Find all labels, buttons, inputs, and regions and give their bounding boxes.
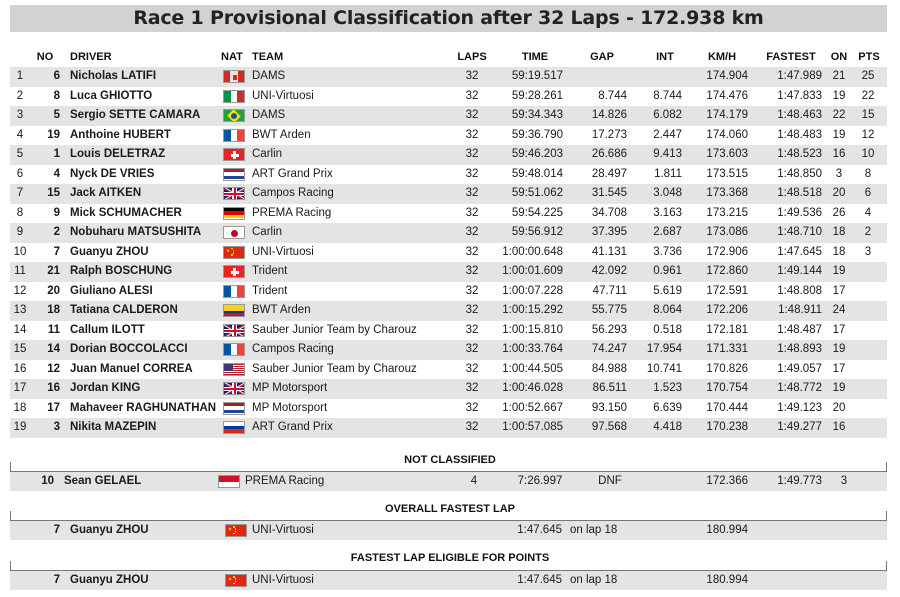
cell-laps: 32 xyxy=(465,109,479,121)
cell-no: 1 xyxy=(53,148,60,160)
flag-icon xyxy=(225,574,247,587)
cell-laps: 32 xyxy=(465,226,479,238)
cell-int: 3.736 xyxy=(653,245,682,258)
cell-fastest: 1:48.808 xyxy=(777,284,822,297)
cell-no: 11 xyxy=(47,323,60,336)
cell-fastest: 1:48.463 xyxy=(777,109,822,121)
cell-kmh: 170.444 xyxy=(706,401,748,414)
cell-on: 24 xyxy=(832,304,846,316)
cell-kmh: 172.206 xyxy=(706,304,748,316)
cell-int: 8.744 xyxy=(653,89,682,102)
cell-on: 3 xyxy=(835,167,843,180)
cell-kmh: 172.860 xyxy=(706,265,748,277)
cell-driver: Jack AITKEN xyxy=(70,187,142,199)
cell-on: 17 xyxy=(832,323,846,336)
cell-team: UNI-Virtuosi xyxy=(252,245,314,258)
header-gap: GAP xyxy=(590,51,614,63)
cell-kmh: 172.366 xyxy=(706,475,748,487)
cell-driver: Dorian BOCCOLACCI xyxy=(70,343,188,355)
cell-gap: 42.092 xyxy=(591,265,627,277)
cell-team: UNI-Virtuosi xyxy=(252,89,314,102)
cell-lap: on lap 18 xyxy=(570,524,618,536)
header-pts: PTS xyxy=(858,51,880,63)
cell-fastest: 1:49.123 xyxy=(777,401,822,414)
cell-team: ART Grand Prix xyxy=(252,421,333,433)
cell-no: 2 xyxy=(53,226,60,238)
cell-no: 21 xyxy=(47,265,60,277)
cell-on: 20 xyxy=(832,401,846,414)
cell-team: DAMS xyxy=(252,109,286,121)
cell-time: 1:00:44.505 xyxy=(502,362,563,375)
cell-gap: 47.711 xyxy=(592,284,627,297)
cell-pos: 14 xyxy=(13,323,27,336)
cell-team: BWT Arden xyxy=(252,304,311,316)
header-driver: DRIVER xyxy=(70,51,112,63)
cell-time: 1:47.645 xyxy=(517,524,562,536)
points-fastest-title: FASTEST LAP ELIGIBLE FOR POINTS xyxy=(350,552,550,564)
cell-kmh: 174.476 xyxy=(706,89,748,102)
cell-on: 22 xyxy=(832,109,846,121)
cell-team: Trident xyxy=(252,265,288,277)
cell-driver: Nicholas LATIFI xyxy=(70,70,157,82)
cell-pos: 5 xyxy=(16,148,24,160)
flag-icon xyxy=(223,187,245,200)
cell-driver: Ralph BOSCHUNG xyxy=(70,265,173,277)
flag-icon xyxy=(223,109,245,122)
cell-laps: 32 xyxy=(465,323,479,336)
flag-icon xyxy=(223,285,245,298)
flag-icon xyxy=(223,265,245,278)
cell-no: 5 xyxy=(53,109,60,121)
cell-fastest: 1:48.487 xyxy=(777,323,822,336)
cell-kmh: 174.904 xyxy=(706,70,748,82)
cell-no: 8 xyxy=(53,89,60,102)
cell-kmh: 173.515 xyxy=(706,167,748,180)
cell-no: 12 xyxy=(47,362,60,375)
flag-icon xyxy=(223,168,245,181)
cell-fastest: 1:48.710 xyxy=(777,226,822,238)
cell-kmh: 172.181 xyxy=(706,323,748,336)
cell-int: 6.082 xyxy=(653,109,682,121)
cell-pos: 10 xyxy=(13,245,27,258)
cell-no: 7 xyxy=(53,245,60,258)
cell-team: Carlin xyxy=(252,226,283,238)
cell-on: 18 xyxy=(832,245,846,258)
cell-driver: Nobuharu MATSUSHITA xyxy=(70,226,202,238)
cell-laps: 32 xyxy=(465,167,479,180)
cell-gap: 28.497 xyxy=(591,167,627,180)
cell-int: 0.961 xyxy=(653,265,682,277)
cell-pos: 19 xyxy=(13,421,27,433)
cell-no: 7 xyxy=(53,524,60,536)
cell-int: 0.518 xyxy=(653,323,682,336)
cell-kmh: 171.331 xyxy=(706,343,748,355)
cell-int: 9.413 xyxy=(653,148,682,160)
cell-no: 16 xyxy=(47,382,60,394)
cell-team: Campos Racing xyxy=(252,343,334,355)
cell-time: 59:46.203 xyxy=(511,148,563,160)
cell-laps: 32 xyxy=(465,245,479,258)
cell-on: 17 xyxy=(832,362,846,375)
cell-laps: 32 xyxy=(465,128,479,141)
cell-time: 59:28.261 xyxy=(511,89,563,102)
cell-laps: 32 xyxy=(465,148,479,160)
cell-fastest: 1:47.645 xyxy=(777,245,822,258)
cell-laps: 32 xyxy=(465,421,479,433)
cell-on: 17 xyxy=(832,284,846,297)
cell-pos: 12 xyxy=(13,284,27,297)
cell-kmh: 172.906 xyxy=(706,245,748,258)
cell-time: 59:48.014 xyxy=(511,167,563,180)
cell-time: 1:00:07.228 xyxy=(502,284,563,297)
cell-pts: 6 xyxy=(864,187,872,199)
cell-time: 59:54.225 xyxy=(511,206,563,219)
cell-team: DAMS xyxy=(252,70,286,82)
cell-pos: 7 xyxy=(16,187,24,199)
cell-gap: 93.150 xyxy=(591,401,627,414)
header-time: TIME xyxy=(521,51,549,63)
cell-no: 4 xyxy=(53,167,60,180)
cell-fastest: 1:47.833 xyxy=(777,89,822,102)
cell-pos: 3 xyxy=(16,109,24,121)
cell-kmh: 173.603 xyxy=(706,148,748,160)
flag-icon xyxy=(223,402,245,415)
cell-no: 18 xyxy=(47,304,60,316)
flag-icon xyxy=(223,324,245,337)
cell-gap: 84.988 xyxy=(591,362,627,375)
cell-on: 19 xyxy=(832,382,846,394)
cell-time: 59:56.912 xyxy=(511,226,563,238)
cell-lap: on lap 18 xyxy=(570,574,618,586)
flag-icon xyxy=(223,304,245,317)
cell-gap: 41.131 xyxy=(591,245,627,258)
cell-fastest: 1:49.057 xyxy=(777,362,822,375)
cell-time: 59:34.343 xyxy=(511,109,563,121)
cell-team: BWT Arden xyxy=(252,128,311,141)
cell-driver: Mahaveer RAGHUNATHAN xyxy=(70,401,217,414)
cell-pos: 16 xyxy=(13,362,27,375)
cell-laps: 32 xyxy=(465,401,479,414)
cell-gap: 55.775 xyxy=(591,304,627,316)
cell-gap: 74.247 xyxy=(591,343,627,355)
flag-icon xyxy=(225,524,247,537)
cell-driver: Sergio SETTE CAMARA xyxy=(70,109,201,121)
flag-icon xyxy=(218,475,240,488)
cell-pts: 8 xyxy=(864,167,872,180)
cell-laps: 32 xyxy=(465,70,479,82)
cell-int: 1.523 xyxy=(653,382,682,394)
cell-pos: 15 xyxy=(13,343,27,355)
cell-pos: 9 xyxy=(16,226,24,238)
header-kmh: KM/H xyxy=(707,51,737,63)
cell-laps: 32 xyxy=(465,265,479,277)
cell-int: 2.447 xyxy=(653,128,682,141)
flag-icon xyxy=(223,207,245,220)
cell-team: UNI-Virtuosi xyxy=(252,574,314,586)
cell-driver: Mick SCHUMACHER xyxy=(70,206,182,219)
cell-time: 59:36.790 xyxy=(511,128,563,141)
cell-time: 59:19.517 xyxy=(511,70,563,82)
cell-gap: 17.273 xyxy=(591,128,627,141)
cell-fastest: 1:47.989 xyxy=(777,70,822,82)
cell-no: 3 xyxy=(53,421,60,433)
cell-no: 6 xyxy=(53,70,60,82)
cell-laps: 32 xyxy=(465,382,479,394)
cell-fastest: 1:48.911 xyxy=(778,304,822,316)
header-nat: NAT xyxy=(221,51,243,63)
cell-time: 1:00:15.810 xyxy=(502,323,563,336)
cell-driver: Guanyu ZHOU xyxy=(70,574,149,586)
cell-team: ART Grand Prix xyxy=(252,167,333,180)
cell-laps: 32 xyxy=(465,89,479,102)
cell-driver: Anthoine HUBERT xyxy=(70,128,171,141)
cell-on: 16 xyxy=(832,148,846,160)
cell-pts: 22 xyxy=(861,89,875,102)
cell-int: 8.064 xyxy=(653,304,682,316)
cell-driver: Guanyu ZHOU xyxy=(70,245,149,258)
cell-gap: 37.395 xyxy=(591,226,627,238)
cell-kmh: 180.994 xyxy=(706,574,748,586)
cell-driver: Callum ILOTT xyxy=(70,323,145,336)
cell-laps: 4 xyxy=(470,475,478,487)
cell-driver: Nikita MAZEPIN xyxy=(70,421,157,433)
cell-team: MP Motorsport xyxy=(252,382,328,394)
cell-int: 10.741 xyxy=(646,362,682,375)
cell-fastest: 1:49.536 xyxy=(777,206,822,219)
cell-time: 1:00:46.028 xyxy=(502,382,563,394)
cell-fastest: 1:49.144 xyxy=(777,265,822,277)
cell-time: 1:00:52.667 xyxy=(502,401,563,414)
cell-pos: 6 xyxy=(16,167,24,180)
cell-time: 59:51.062 xyxy=(511,187,563,199)
cell-kmh: 173.086 xyxy=(706,226,748,238)
cell-no: 15 xyxy=(47,187,60,199)
cell-time: 1:00:15.292 xyxy=(502,304,563,316)
cell-gap: 86.511 xyxy=(592,382,627,394)
cell-driver: Luca GHIOTTO xyxy=(70,89,153,102)
page-title: Race 1 Provisional Classification after 32 Laps - 172.938 km xyxy=(10,5,887,32)
cell-fastest: 1:48.483 xyxy=(777,128,822,141)
cell-int: 1.811 xyxy=(654,167,682,180)
cell-time: 1:00:00.648 xyxy=(502,245,563,258)
cell-driver: Giuliano ALESI xyxy=(70,284,153,297)
cell-int: 3.163 xyxy=(653,206,682,219)
cell-gap: DNF xyxy=(598,475,622,487)
cell-gap: 97.568 xyxy=(591,421,627,433)
cell-kmh: 170.238 xyxy=(706,421,748,433)
cell-team: PREMA Racing xyxy=(245,475,325,487)
cell-int: 4.418 xyxy=(653,421,682,433)
cell-on: 3 xyxy=(840,475,848,487)
cell-kmh: 174.179 xyxy=(706,109,748,121)
cell-pos: 18 xyxy=(13,401,27,414)
header-laps: LAPS xyxy=(457,51,487,63)
cell-int: 3.048 xyxy=(653,187,682,199)
flag-icon xyxy=(223,129,245,142)
cell-time: 1:47.645 xyxy=(517,574,562,586)
cell-team: Carlin xyxy=(252,148,283,160)
cell-fastest: 1:48.523 xyxy=(777,148,822,160)
cell-laps: 32 xyxy=(465,304,479,316)
cell-pos: 2 xyxy=(16,89,24,102)
cell-on: 19 xyxy=(832,128,846,141)
cell-pts: 15 xyxy=(861,109,875,121)
cell-int: 5.619 xyxy=(653,284,682,297)
cell-no: 7 xyxy=(53,574,60,586)
cell-fastest: 1:49.277 xyxy=(777,421,822,433)
cell-driver: Tatiana CALDERON xyxy=(70,304,178,316)
cell-no: 9 xyxy=(53,206,60,219)
cell-on: 20 xyxy=(832,187,846,199)
cell-gap: 34.708 xyxy=(591,206,627,219)
cell-kmh: 180.994 xyxy=(706,524,748,536)
cell-on: 19 xyxy=(832,265,846,277)
header-fastest: FASTEST xyxy=(766,51,816,63)
cell-pts: 4 xyxy=(864,206,872,219)
cell-team: UNI-Virtuosi xyxy=(252,524,314,536)
cell-no: 19 xyxy=(47,128,60,141)
cell-on: 18 xyxy=(832,226,846,238)
cell-pts: 3 xyxy=(864,245,872,258)
cell-no: 10 xyxy=(41,475,54,487)
flag-icon xyxy=(223,421,245,434)
cell-driver: Sean GELAEL xyxy=(64,475,142,487)
cell-fastest: 1:48.518 xyxy=(777,187,822,199)
cell-pts: 12 xyxy=(861,128,875,141)
cell-no: 20 xyxy=(47,284,60,297)
header-team: TEAM xyxy=(252,51,284,63)
cell-kmh: 172.591 xyxy=(706,284,748,297)
cell-pts: 25 xyxy=(861,70,875,82)
cell-time: 1:00:33.764 xyxy=(502,343,563,355)
cell-on: 21 xyxy=(832,70,846,82)
cell-kmh: 174.060 xyxy=(706,128,748,141)
cell-driver: Juan Manuel CORREA xyxy=(70,362,193,375)
cell-gap: 56.293 xyxy=(591,323,627,336)
cell-on: 19 xyxy=(832,89,846,102)
cell-gap: 26.686 xyxy=(591,148,627,160)
cell-kmh: 170.754 xyxy=(706,382,748,394)
cell-laps: 32 xyxy=(465,187,479,199)
cell-int: 2.687 xyxy=(653,226,682,238)
cell-laps: 32 xyxy=(465,206,479,219)
cell-int: 6.639 xyxy=(653,401,682,414)
cell-laps: 32 xyxy=(465,362,479,375)
cell-fastest: 1:48.772 xyxy=(777,382,822,394)
cell-time: 1:00:01.609 xyxy=(502,265,563,277)
cell-pts: 2 xyxy=(864,226,872,238)
cell-pos: 8 xyxy=(16,206,24,219)
cell-driver: Nyck DE VRIES xyxy=(70,167,155,180)
header-int: INT xyxy=(656,51,674,63)
cell-gap: 31.545 xyxy=(591,187,627,199)
cell-team: Sauber Junior Team by Charouz xyxy=(252,362,417,375)
cell-gap: 14.826 xyxy=(591,109,627,121)
cell-pos: 13 xyxy=(13,304,27,316)
flag-icon xyxy=(223,246,245,259)
cell-driver: Guanyu ZHOU xyxy=(70,524,149,536)
cell-team: Campos Racing xyxy=(252,187,334,199)
not-classified-title: NOT CLASSIFIED xyxy=(404,454,496,466)
cell-pos: 17 xyxy=(13,382,27,394)
flag-icon xyxy=(223,70,245,83)
cell-team: PREMA Racing xyxy=(252,206,332,219)
cell-kmh: 173.215 xyxy=(706,206,748,219)
cell-pos: 1 xyxy=(16,70,24,82)
cell-laps: 32 xyxy=(465,284,479,297)
cell-no: 17 xyxy=(47,401,60,414)
cell-pos: 4 xyxy=(16,128,24,141)
cell-time: 1:00:57.085 xyxy=(502,421,563,433)
cell-fastest: 1:48.893 xyxy=(777,343,822,355)
cell-gap: 8.744 xyxy=(598,89,627,102)
cell-time: 7:26.997 xyxy=(517,475,563,487)
cell-fastest: 1:49.773 xyxy=(777,475,822,487)
cell-laps: 32 xyxy=(465,343,479,355)
cell-team: MP Motorsport xyxy=(252,401,328,414)
cell-kmh: 170.826 xyxy=(706,362,748,375)
cell-team: Sauber Junior Team by Charouz xyxy=(252,323,417,336)
flag-icon xyxy=(223,148,245,161)
cell-pos: 11 xyxy=(14,265,26,277)
cell-driver: Louis DELETRAZ xyxy=(70,148,166,160)
flag-icon xyxy=(223,382,245,395)
cell-fastest: 1:48.850 xyxy=(777,167,822,180)
cell-pts: 10 xyxy=(861,148,875,160)
flag-icon xyxy=(223,343,245,356)
cell-on: 26 xyxy=(832,206,846,219)
cell-on: 16 xyxy=(832,421,846,433)
cell-no: 14 xyxy=(47,343,60,355)
flag-icon xyxy=(223,363,245,376)
overall-fastest-title: OVERALL FASTEST LAP xyxy=(385,503,515,515)
header-on: ON xyxy=(830,51,848,63)
cell-team: Trident xyxy=(252,284,288,297)
header-no: NO xyxy=(36,51,54,63)
cell-driver: Jordan KING xyxy=(70,382,141,394)
flag-icon xyxy=(223,90,245,103)
flag-icon xyxy=(223,226,245,239)
cell-kmh: 173.368 xyxy=(706,187,748,199)
cell-on: 19 xyxy=(832,343,846,355)
cell-int: 17.954 xyxy=(646,343,682,355)
